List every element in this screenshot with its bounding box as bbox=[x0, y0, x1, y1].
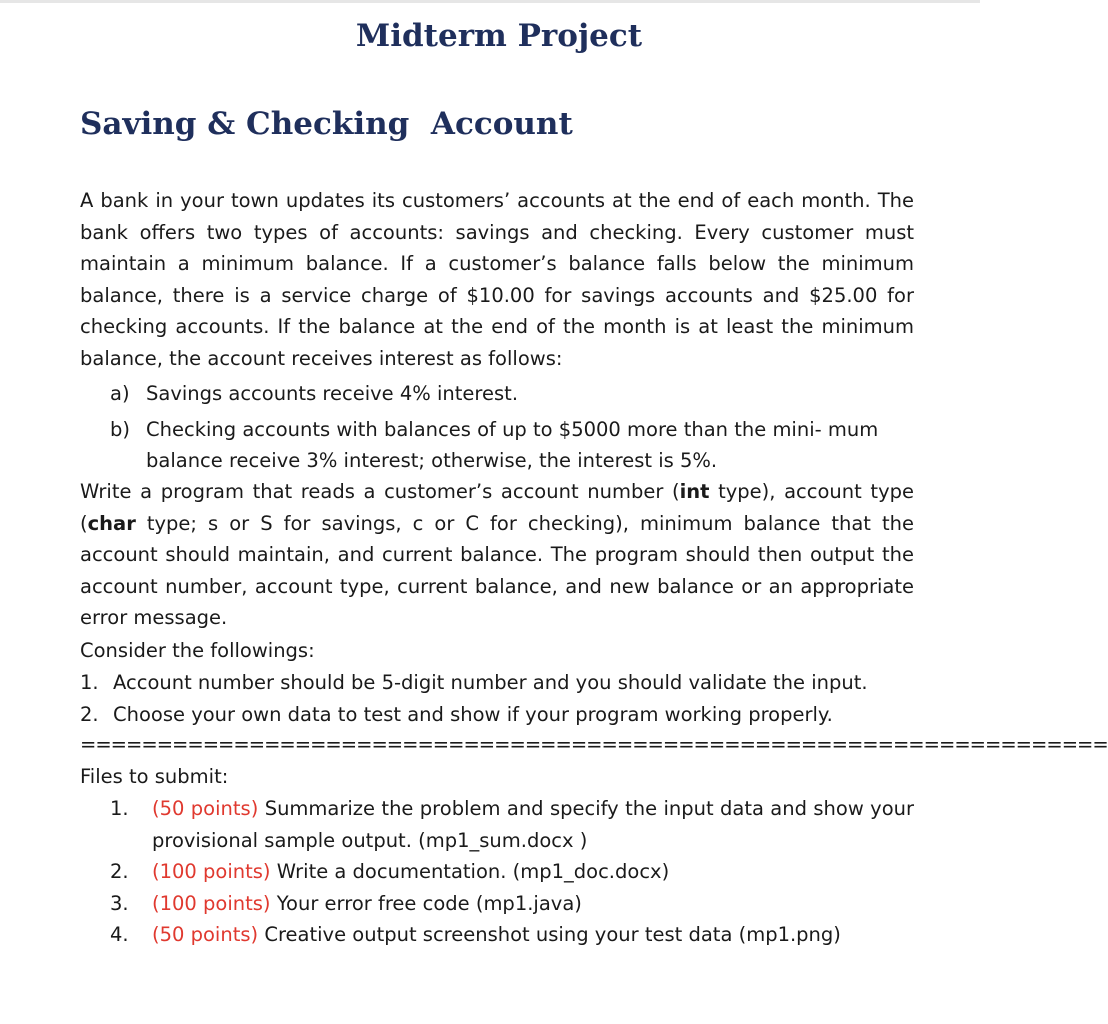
points-label: (100 points) bbox=[152, 860, 271, 884]
bold-term-char: char bbox=[87, 511, 136, 535]
files-list bbox=[110, 793, 914, 951]
list-item-text: Checking accounts with balances of up to $5000 more than the mini- mum balance receive 3% interest; otherwise, the interest is 5%. bbox=[146, 417, 879, 473]
points-label: (100 points) bbox=[152, 891, 271, 915]
list-item-text: Write a documentation. (mp1_doc.docx) bbox=[270, 860, 670, 884]
paragraph-text: type), account type ( bbox=[80, 480, 914, 535]
list-item-text: Account number should be 5-digit number and you should validate the input. bbox=[113, 671, 868, 694]
list-marker: 1. bbox=[110, 797, 129, 820]
list-item bbox=[80, 667, 914, 699]
document-title: Midterm Project bbox=[355, 18, 643, 54]
list-item-text: Choose your own data to test and show if your program working properly. bbox=[113, 702, 833, 726]
points-label: (50 points) bbox=[152, 923, 259, 947]
consider-label: Consider the followings: bbox=[80, 639, 315, 662]
program-paragraph bbox=[80, 476, 914, 634]
list-item-text: Creative output screenshot using your test data (mp1.png) bbox=[258, 923, 841, 947]
list-item bbox=[110, 793, 914, 856]
list-marker: 4. bbox=[110, 923, 129, 947]
list-marker: 1. bbox=[80, 671, 99, 694]
list-item bbox=[110, 856, 914, 888]
list-item bbox=[80, 699, 914, 731]
paragraph-text: type; s or S for savings, c or C for checking), minimum balance that the account should maintain, and current balance. The program should then output the account number, account type, current balance, and new balance or an appropriate error message. bbox=[80, 511, 914, 630]
separator-line: =================================================================== bbox=[80, 733, 1108, 756]
list-marker: 2. bbox=[110, 860, 129, 884]
intro-paragraph: A bank in your town updates its customers’ accounts at the end of each month. The bank offers two types of accounts: savings and checking. Every customer must maintain a minimum balance. If a customer’s balance falls below the minimum balance, there is a service charge of $10.00 for savings accounts and $25.00 for checking accounts. If the balance at the end of the month is at least the minimum balance, the account receives interest as follows: bbox=[80, 189, 914, 370]
points-label: (50 points) bbox=[152, 797, 259, 820]
list-item-text: Your error free code (mp1.java) bbox=[270, 891, 582, 915]
list-item-text: Summarize the problem and specify the input data and show your provisional sample output. (mp1_sum.docx ) bbox=[152, 797, 914, 852]
list-item bbox=[80, 414, 914, 477]
list-item bbox=[110, 888, 914, 920]
top-border bbox=[0, 0, 980, 3]
list-marker: 2. bbox=[80, 702, 99, 726]
list-item bbox=[80, 378, 914, 410]
consider-list bbox=[80, 667, 914, 730]
files-label: Files to submit: bbox=[80, 765, 229, 788]
list-item bbox=[110, 919, 914, 951]
list-marker: a) bbox=[110, 382, 130, 405]
list-item-text: Savings accounts receive 4% interest. bbox=[146, 382, 519, 405]
paragraph-text: Write a program that reads a customer’s account number ( bbox=[80, 480, 680, 503]
bold-term-int: int bbox=[679, 480, 710, 503]
list-marker: 3. bbox=[110, 891, 129, 915]
list-marker: b) bbox=[110, 417, 130, 441]
interest-list bbox=[80, 378, 914, 481]
section-heading: Saving & Checking Account bbox=[80, 106, 573, 142]
